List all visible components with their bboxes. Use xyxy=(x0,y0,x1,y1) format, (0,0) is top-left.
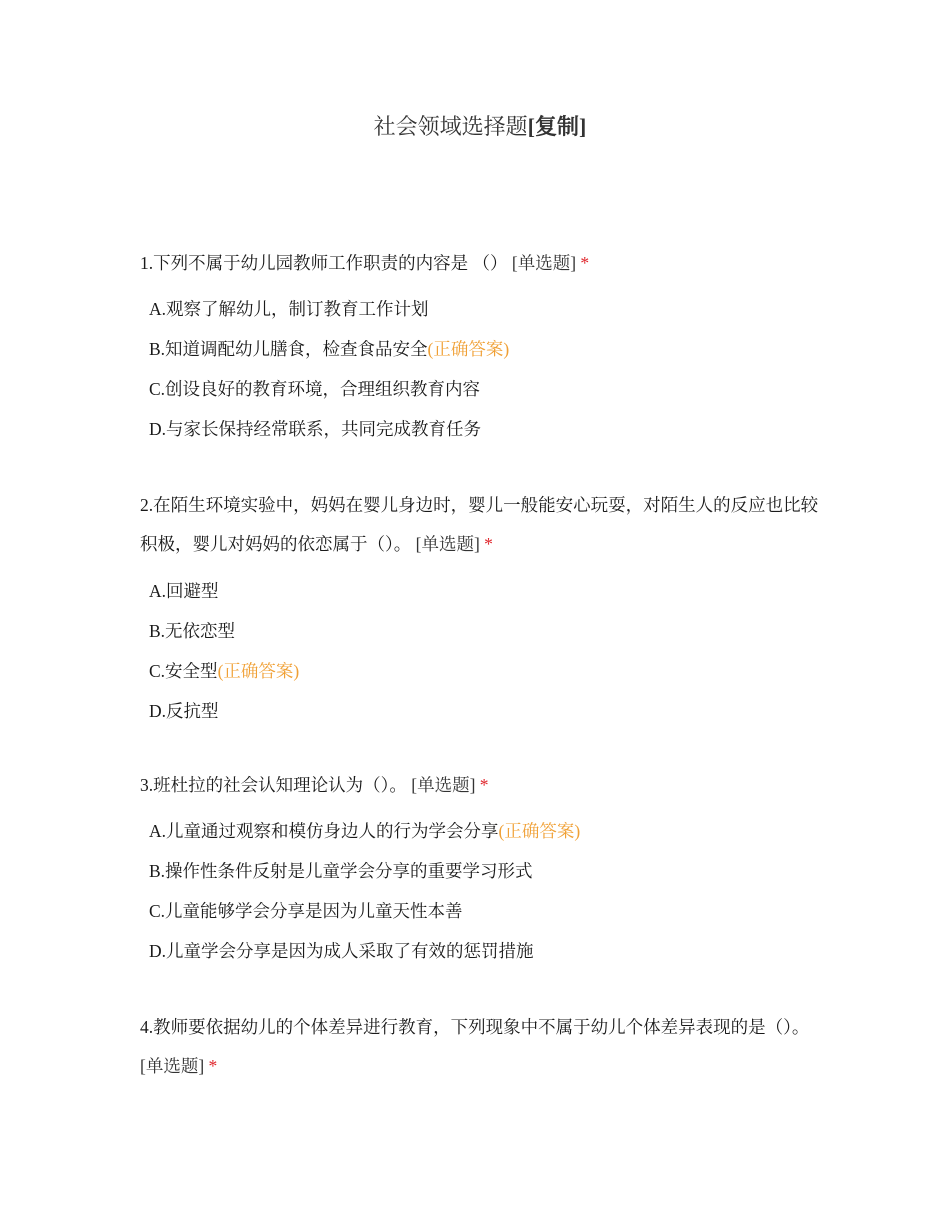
question-1-type: [单选题] xyxy=(511,253,577,273)
option-label: D.反抗型 xyxy=(149,701,219,721)
option-3-a[interactable] xyxy=(140,811,820,851)
option-label: D.与家长保持经常联系，共同完成教育任务 xyxy=(149,419,482,439)
question-4-text xyxy=(140,1008,820,1086)
question-4 xyxy=(140,1008,820,1086)
option-1-a[interactable] xyxy=(140,289,820,329)
option-3-d[interactable] xyxy=(140,931,820,971)
option-1-c[interactable] xyxy=(140,369,820,409)
option-label: B.操作性条件反射是儿童学会分享的重要学习形式 xyxy=(149,861,533,881)
required-mark: * xyxy=(580,253,590,273)
question-1-text xyxy=(140,244,820,283)
correct-answer-tag: (正确答案) xyxy=(217,661,300,681)
required-mark: * xyxy=(208,1056,218,1076)
option-label: A.观察了解幼儿，制订教育工作计划 xyxy=(149,299,429,319)
question-2-stem: 2.在陌生环境实验中，妈妈在婴儿身边时，婴儿一般能安心玩耍，对陌生人的反应也比较积极，婴儿对妈妈的依恋属于（）。 xyxy=(140,495,819,554)
option-2-c[interactable] xyxy=(140,651,820,691)
option-label: B.知道调配幼儿膳食，检查食品安全 xyxy=(149,339,428,359)
option-label: C.安全型 xyxy=(149,661,218,681)
option-label: C.儿童能够学会分享是因为儿童天性本善 xyxy=(149,901,463,921)
required-mark: * xyxy=(484,534,493,554)
option-1-d[interactable] xyxy=(140,409,820,449)
option-label: C.创设良好的教育环境，合理组织教育内容 xyxy=(149,379,481,399)
question-2-text xyxy=(140,486,820,564)
option-1-b[interactable] xyxy=(140,329,820,369)
question-3-options xyxy=(140,811,820,971)
option-3-c[interactable] xyxy=(140,891,820,931)
option-2-b[interactable] xyxy=(140,611,820,651)
page-title-bracket: [复制] xyxy=(527,114,587,139)
question-3-stem: 3.班杜拉的社会认知理论认为（）。 xyxy=(140,775,407,795)
option-label: B.无依恋型 xyxy=(149,621,236,641)
option-label: A.儿童通过观察和模仿身边人的行为学会分享 xyxy=(149,821,499,841)
question-4-stem: 4.教师要依据幼儿的个体差异进行教育，下列现象中不属于幼儿个体差异表现的是（）。 xyxy=(140,1017,810,1037)
option-2-a[interactable] xyxy=(140,571,820,611)
option-2-d[interactable] xyxy=(140,691,820,731)
page-title xyxy=(0,112,950,142)
question-2-options xyxy=(140,571,820,731)
question-1-stem: 1.下列不属于幼儿园教师工作职责的内容是 （） xyxy=(140,253,512,273)
question-3-text xyxy=(140,766,820,805)
question-4-type: [单选题] xyxy=(140,1056,205,1076)
required-mark: * xyxy=(479,775,489,795)
option-label: D.儿童学会分享是因为成人采取了有效的惩罚措施 xyxy=(149,941,534,961)
option-label: A.回避型 xyxy=(149,581,219,601)
question-2 xyxy=(140,486,820,731)
question-1-options xyxy=(140,289,820,449)
correct-answer-tag: (正确答案) xyxy=(498,821,581,841)
question-3-type: [单选题] xyxy=(411,775,476,795)
question-2-type: [单选题] xyxy=(415,534,480,554)
correct-answer-tag: (正确答案) xyxy=(427,339,510,359)
question-3 xyxy=(140,766,820,971)
option-3-b[interactable] xyxy=(140,851,820,891)
question-1 xyxy=(140,244,820,449)
page-title-text: 社会领域选择题 xyxy=(373,114,528,139)
